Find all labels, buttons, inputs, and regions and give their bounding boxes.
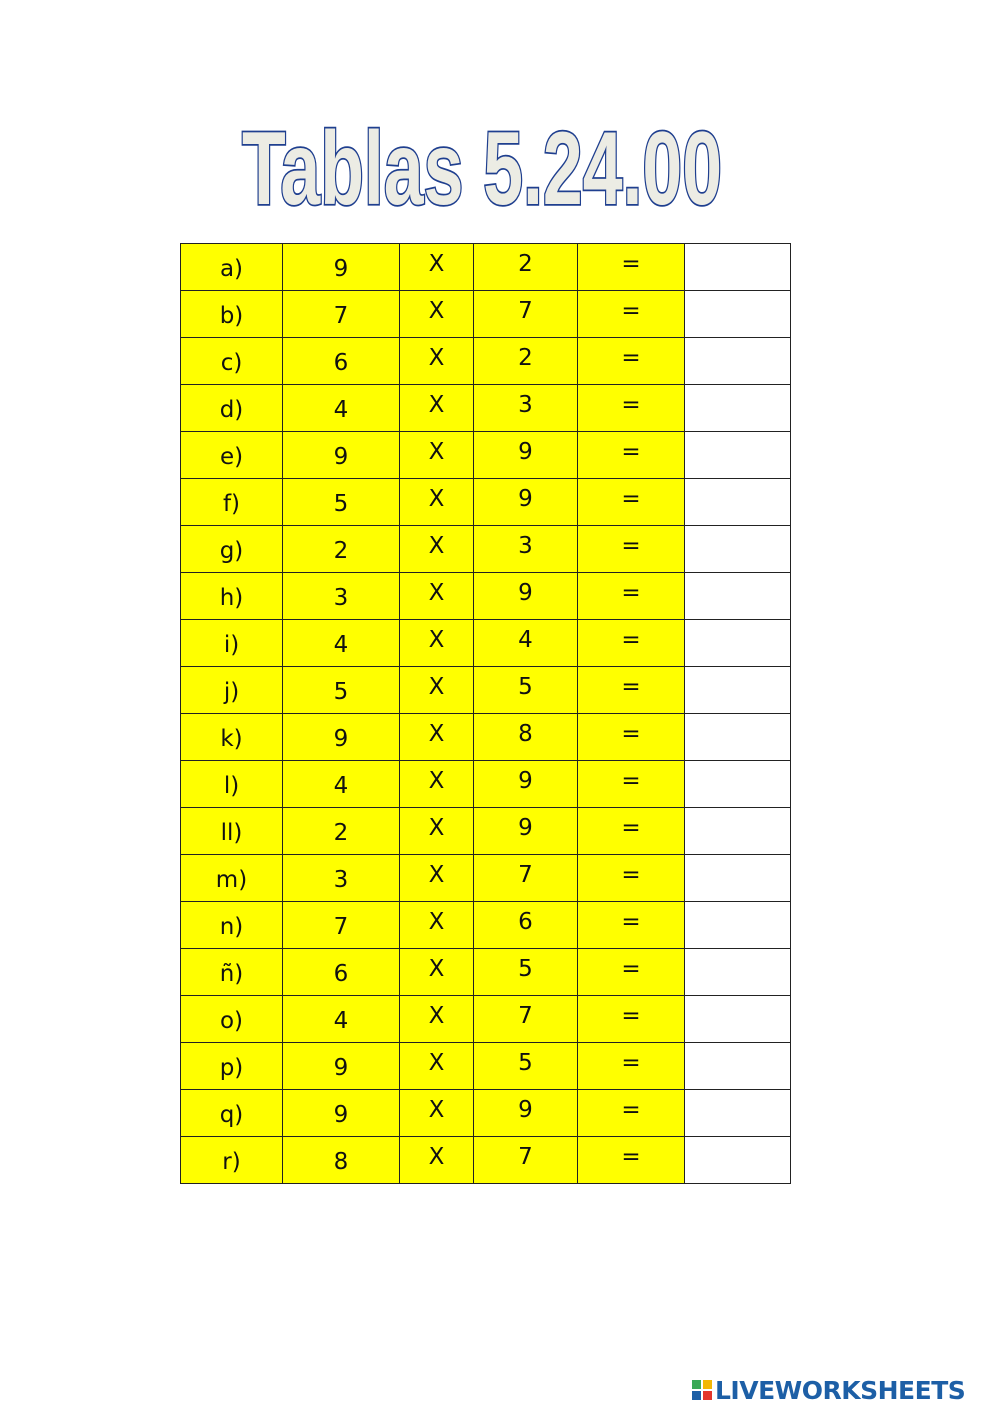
multiply-sign: X xyxy=(428,909,445,935)
problem-label-cell xyxy=(181,761,283,808)
equals-sign: = xyxy=(621,439,641,465)
multiply-sign: X xyxy=(428,862,445,888)
second-factor-cell xyxy=(474,855,578,902)
problem-label-cell xyxy=(181,855,283,902)
first-factor-cell xyxy=(283,855,400,902)
answer-input[interactable] xyxy=(685,479,790,525)
multiply-sign-cell xyxy=(400,432,474,479)
first-factor-cell xyxy=(283,1137,400,1184)
equals-sign-cell xyxy=(578,479,685,526)
answer-cell[interactable] xyxy=(685,902,791,949)
problem-label-cell xyxy=(181,1043,283,1090)
first-factor: 4 xyxy=(333,397,349,423)
second-factor: 7 xyxy=(518,1144,533,1170)
multiply-sign: X xyxy=(428,486,445,512)
first-factor: 9 xyxy=(333,444,349,470)
table-row xyxy=(181,855,791,902)
first-factor-cell xyxy=(283,244,400,291)
answer-input[interactable] xyxy=(685,620,790,666)
multiply-sign-cell xyxy=(400,667,474,714)
equals-sign: = xyxy=(621,815,641,841)
problem-label: r) xyxy=(222,1149,241,1175)
first-factor: 4 xyxy=(333,773,349,799)
table-row xyxy=(181,338,791,385)
equals-sign: = xyxy=(621,392,641,418)
first-factor: 4 xyxy=(333,1008,349,1034)
first-factor: 5 xyxy=(333,491,349,517)
first-factor: 6 xyxy=(333,350,349,376)
multiply-sign-cell xyxy=(400,1043,474,1090)
problem-label: d) xyxy=(219,397,244,423)
first-factor-cell xyxy=(283,573,400,620)
multiply-sign: X xyxy=(428,392,445,418)
equals-sign: = xyxy=(621,580,641,606)
second-factor: 5 xyxy=(518,956,533,982)
table-row xyxy=(181,1090,791,1137)
second-factor-cell xyxy=(474,244,578,291)
equals-sign-cell xyxy=(578,714,685,761)
answer-input[interactable] xyxy=(685,949,790,995)
second-factor-cell xyxy=(474,385,578,432)
equals-sign-cell xyxy=(578,620,685,667)
table-row xyxy=(181,949,791,996)
equals-sign-cell xyxy=(578,573,685,620)
equals-sign: = xyxy=(621,1144,641,1170)
first-factor: 3 xyxy=(333,867,349,893)
first-factor-cell xyxy=(283,1090,400,1137)
answer-input[interactable] xyxy=(685,855,790,901)
problem-label-cell xyxy=(181,1137,283,1184)
multiply-sign: X xyxy=(428,721,445,747)
answer-input[interactable] xyxy=(685,291,790,337)
problem-label: e) xyxy=(219,444,244,470)
first-factor: 5 xyxy=(333,679,349,705)
multiply-sign: X xyxy=(428,768,445,794)
answer-cell[interactable] xyxy=(685,620,791,667)
multiply-sign: X xyxy=(428,251,445,277)
problem-label: i) xyxy=(223,632,240,658)
table-row xyxy=(181,432,791,479)
multiply-sign: X xyxy=(428,345,445,371)
answer-cell[interactable] xyxy=(685,244,791,291)
first-factor: 7 xyxy=(333,303,349,329)
problem-label: l) xyxy=(223,773,240,799)
equals-sign-cell xyxy=(578,761,685,808)
problem-label: q) xyxy=(219,1102,244,1128)
answer-cell[interactable] xyxy=(685,573,791,620)
answer-input[interactable] xyxy=(685,385,790,431)
table-row xyxy=(181,761,791,808)
problem-label: ñ) xyxy=(219,961,244,987)
second-factor: 9 xyxy=(518,768,533,794)
answer-input[interactable] xyxy=(685,244,790,290)
multiply-sign-cell xyxy=(400,949,474,996)
equals-sign-cell xyxy=(578,432,685,479)
answer-input[interactable] xyxy=(685,902,790,948)
multiply-sign: X xyxy=(428,956,445,982)
equals-sign: = xyxy=(621,956,641,982)
equals-sign-cell xyxy=(578,949,685,996)
second-factor: 2 xyxy=(518,251,533,277)
problem-label-cell xyxy=(181,526,283,573)
problem-label: h) xyxy=(219,585,244,611)
second-factor-cell xyxy=(474,526,578,573)
first-factor-cell xyxy=(283,385,400,432)
equals-sign-cell xyxy=(578,855,685,902)
liveworksheets-logo xyxy=(692,1376,965,1404)
second-factor: 5 xyxy=(518,674,533,700)
multiply-sign-cell xyxy=(400,808,474,855)
liveworksheets-logo-icon xyxy=(692,1380,712,1400)
answer-cell[interactable] xyxy=(685,667,791,714)
multiply-sign-cell xyxy=(400,1090,474,1137)
problem-label-cell xyxy=(181,338,283,385)
second-factor-cell xyxy=(474,291,578,338)
equals-sign: = xyxy=(621,1050,641,1076)
equals-sign-cell xyxy=(578,385,685,432)
table-row xyxy=(181,291,791,338)
multiply-sign: X xyxy=(428,627,445,653)
table-row xyxy=(181,620,791,667)
equals-sign: = xyxy=(621,298,641,324)
equals-sign: = xyxy=(621,486,641,512)
multiply-sign: X xyxy=(428,1050,445,1076)
first-factor: 9 xyxy=(333,726,349,752)
first-factor-cell xyxy=(283,620,400,667)
problem-label-cell xyxy=(181,385,283,432)
first-factor-cell xyxy=(283,667,400,714)
answer-cell[interactable] xyxy=(685,479,791,526)
second-factor: 2 xyxy=(518,345,533,371)
answer-input[interactable] xyxy=(685,526,790,572)
answer-input[interactable] xyxy=(685,808,790,854)
answer-cell[interactable] xyxy=(685,385,791,432)
answer-cell[interactable] xyxy=(685,714,791,761)
first-factor-cell xyxy=(283,808,400,855)
second-factor: 5 xyxy=(518,1050,533,1076)
answer-input[interactable] xyxy=(685,667,790,713)
table-row xyxy=(181,667,791,714)
page-title xyxy=(222,106,742,226)
equals-sign-cell xyxy=(578,996,685,1043)
equals-sign-cell xyxy=(578,291,685,338)
first-factor-cell xyxy=(283,761,400,808)
second-factor: 7 xyxy=(518,298,533,324)
problem-label-cell xyxy=(181,714,283,761)
second-factor: 9 xyxy=(518,486,533,512)
problem-label-cell xyxy=(181,573,283,620)
second-factor: 3 xyxy=(518,533,533,559)
second-factor: 3 xyxy=(518,392,533,418)
problem-label-cell xyxy=(181,667,283,714)
multiply-sign: X xyxy=(428,533,445,559)
table-row xyxy=(181,385,791,432)
answer-cell[interactable] xyxy=(685,1090,791,1137)
multiply-sign: X xyxy=(428,815,445,841)
equals-sign: = xyxy=(621,345,641,371)
equals-sign: = xyxy=(621,627,641,653)
second-factor-cell xyxy=(474,667,578,714)
equals-sign-cell xyxy=(578,526,685,573)
multiply-sign-cell xyxy=(400,714,474,761)
answer-input[interactable] xyxy=(685,432,790,478)
first-factor: 2 xyxy=(333,538,349,564)
second-factor-cell xyxy=(474,573,578,620)
second-factor: 4 xyxy=(518,627,533,653)
second-factor-cell xyxy=(474,338,578,385)
second-factor: 9 xyxy=(518,439,533,465)
equals-sign: = xyxy=(621,862,641,888)
problem-label-cell xyxy=(181,291,283,338)
second-factor-cell xyxy=(474,761,578,808)
answer-cell[interactable] xyxy=(685,432,791,479)
multiply-sign-cell xyxy=(400,479,474,526)
problem-label: o) xyxy=(219,1008,244,1034)
problem-label-cell xyxy=(181,620,283,667)
problem-label: c) xyxy=(220,350,243,376)
multiply-sign: X xyxy=(428,439,445,465)
table-row xyxy=(181,1043,791,1090)
second-factor-cell xyxy=(474,996,578,1043)
second-factor: 9 xyxy=(518,815,533,841)
multiply-sign: X xyxy=(428,1003,445,1029)
problem-label: g) xyxy=(219,538,244,564)
equals-sign-cell xyxy=(578,902,685,949)
equals-sign: = xyxy=(621,1003,641,1029)
second-factor-cell xyxy=(474,1043,578,1090)
answer-cell[interactable] xyxy=(685,526,791,573)
first-factor-cell xyxy=(283,1043,400,1090)
table-row xyxy=(181,902,791,949)
second-factor-cell xyxy=(474,479,578,526)
problem-label: f) xyxy=(222,491,241,517)
multiply-sign-cell xyxy=(400,573,474,620)
table-row xyxy=(181,1137,791,1184)
answer-input[interactable] xyxy=(685,1043,790,1089)
equals-sign: = xyxy=(621,251,641,277)
multiply-sign: X xyxy=(428,1144,445,1170)
first-factor-cell xyxy=(283,338,400,385)
answer-cell[interactable] xyxy=(685,338,791,385)
multiply-sign-cell xyxy=(400,385,474,432)
problem-label: k) xyxy=(220,726,243,752)
equals-sign-cell xyxy=(578,1043,685,1090)
problem-label: a) xyxy=(219,256,244,282)
problem-label-cell xyxy=(181,996,283,1043)
answer-input[interactable] xyxy=(685,996,790,1042)
second-factor-cell xyxy=(474,714,578,761)
second-factor: 7 xyxy=(518,862,533,888)
problem-label-cell xyxy=(181,479,283,526)
multiply-sign-cell xyxy=(400,291,474,338)
answer-cell[interactable] xyxy=(685,855,791,902)
answer-cell[interactable] xyxy=(685,1043,791,1090)
multiply-sign-cell xyxy=(400,1137,474,1184)
table-row xyxy=(181,573,791,620)
first-factor: 2 xyxy=(333,820,349,846)
problem-label-cell xyxy=(181,244,283,291)
equals-sign: = xyxy=(621,721,641,747)
answer-cell[interactable] xyxy=(685,949,791,996)
multiplication-table-body xyxy=(181,244,791,1184)
problem-label-cell xyxy=(181,808,283,855)
table-row xyxy=(181,526,791,573)
answer-input[interactable] xyxy=(685,573,790,619)
answer-input[interactable] xyxy=(685,1137,790,1183)
problem-label: b) xyxy=(219,303,244,329)
first-factor-cell xyxy=(283,949,400,996)
first-factor: 3 xyxy=(333,585,349,611)
answer-input[interactable] xyxy=(685,761,790,807)
second-factor-cell xyxy=(474,949,578,996)
first-factor-cell xyxy=(283,902,400,949)
answer-cell[interactable] xyxy=(685,1137,791,1184)
multiply-sign: X xyxy=(428,580,445,606)
table-row xyxy=(181,996,791,1043)
first-factor-cell xyxy=(283,714,400,761)
first-factor-cell xyxy=(283,432,400,479)
first-factor: 6 xyxy=(333,961,349,987)
problem-label-cell xyxy=(181,432,283,479)
multiply-sign-cell xyxy=(400,996,474,1043)
equals-sign-cell xyxy=(578,244,685,291)
table-row xyxy=(181,479,791,526)
problem-label: p) xyxy=(219,1055,244,1081)
first-factor: 9 xyxy=(333,1055,349,1081)
first-factor: 9 xyxy=(333,1102,349,1128)
problem-label-cell xyxy=(181,949,283,996)
equals-sign: = xyxy=(621,909,641,935)
problem-label-cell xyxy=(181,902,283,949)
second-factor-cell xyxy=(474,620,578,667)
second-factor-cell xyxy=(474,902,578,949)
table-row xyxy=(181,808,791,855)
first-factor-cell xyxy=(283,479,400,526)
first-factor-cell xyxy=(283,996,400,1043)
multiply-sign-cell xyxy=(400,855,474,902)
answer-cell[interactable] xyxy=(685,808,791,855)
first-factor: 9 xyxy=(333,256,349,282)
answer-input[interactable] xyxy=(685,338,790,384)
second-factor: 7 xyxy=(518,1003,533,1029)
equals-sign: = xyxy=(621,1097,641,1123)
second-factor-cell xyxy=(474,1090,578,1137)
liveworksheets-logo-text: LIVEWORKSHEETS xyxy=(715,1375,966,1405)
table-row xyxy=(181,714,791,761)
multiply-sign: X xyxy=(428,1097,445,1123)
answer-cell[interactable] xyxy=(685,291,791,338)
second-factor: 9 xyxy=(518,1097,533,1123)
multiply-sign-cell xyxy=(400,338,474,385)
second-factor: 8 xyxy=(518,721,533,747)
multiply-sign-cell xyxy=(400,761,474,808)
multiply-sign-cell xyxy=(400,244,474,291)
multiply-sign-cell xyxy=(400,526,474,573)
first-factor: 4 xyxy=(333,632,349,658)
multiply-sign: X xyxy=(428,674,445,700)
multiplication-table xyxy=(180,243,791,1184)
multiply-sign: X xyxy=(428,298,445,324)
problem-label-cell xyxy=(181,1090,283,1137)
answer-input[interactable] xyxy=(685,714,790,760)
equals-sign: = xyxy=(621,768,641,794)
equals-sign-cell xyxy=(578,1137,685,1184)
problem-label: j) xyxy=(223,679,240,705)
multiply-sign-cell xyxy=(400,902,474,949)
second-factor-cell xyxy=(474,432,578,479)
first-factor: 7 xyxy=(333,914,349,940)
equals-sign: = xyxy=(621,674,641,700)
problem-label: ll) xyxy=(220,820,243,846)
equals-sign-cell xyxy=(578,808,685,855)
equals-sign-cell xyxy=(578,338,685,385)
first-factor-cell xyxy=(283,526,400,573)
answer-cell[interactable] xyxy=(685,761,791,808)
first-factor-cell xyxy=(283,291,400,338)
second-factor: 9 xyxy=(518,580,533,606)
equals-sign-cell xyxy=(578,1090,685,1137)
multiply-sign-cell xyxy=(400,620,474,667)
table-row xyxy=(181,244,791,291)
equals-sign-cell xyxy=(578,667,685,714)
second-factor-cell xyxy=(474,1137,578,1184)
problem-label: n) xyxy=(219,914,244,940)
answer-cell[interactable] xyxy=(685,996,791,1043)
page-title-text: Tablas 5.24.00 xyxy=(242,111,722,227)
answer-input[interactable] xyxy=(685,1090,790,1136)
equals-sign: = xyxy=(621,533,641,559)
problem-label: m) xyxy=(215,867,248,893)
second-factor-cell xyxy=(474,808,578,855)
first-factor: 8 xyxy=(333,1149,349,1175)
second-factor: 6 xyxy=(518,909,533,935)
